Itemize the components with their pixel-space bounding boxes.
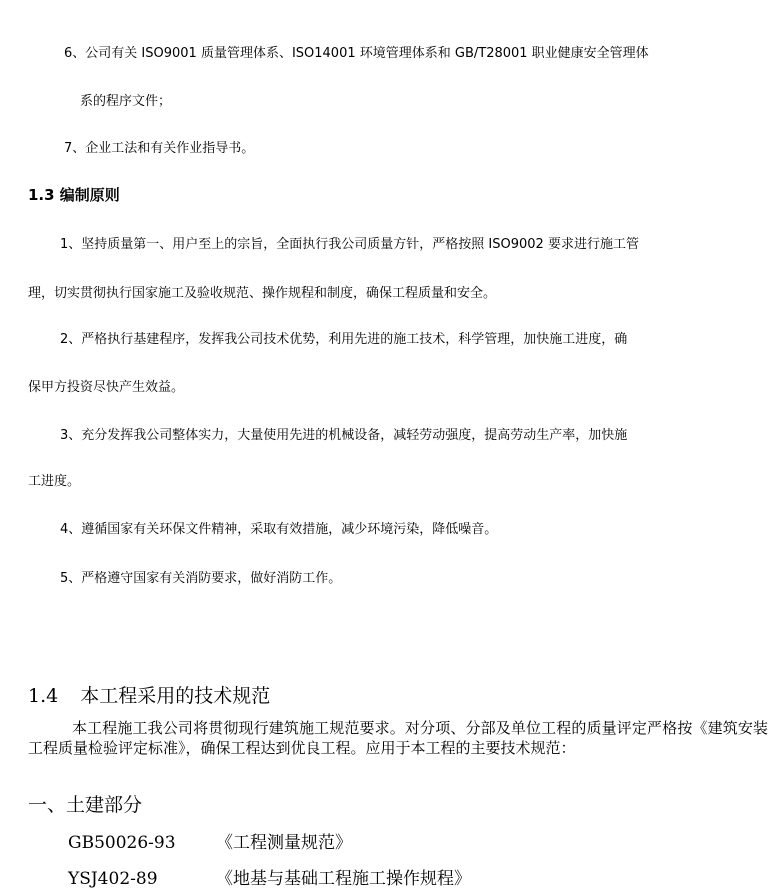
principle-3-line2: 工进度。 [28,474,81,489]
section-1-3-heading: 1.3 编制原则 [28,186,120,204]
standard-name: 《地基与基础工程施工操作规程》 [216,869,471,889]
section-1-4-heading [28,681,270,708]
basis-item-7: 7、企业工法和有关作业指导书。 [64,141,255,156]
principle-3-line1: 3、充分发挥我公司整体实力，大量使用先进的机械设备，减轻劳动强度，提高劳动生产率，加快施 [60,428,628,443]
standard-name: 《工程测量规范》 [216,833,352,853]
standard-code: GB50026-93 [68,833,176,853]
standard-item [68,864,471,889]
standard-item [68,828,352,853]
principle-1-line1: 1、坚持质量第一、用户至上的宗旨，全面执行我公司质量方针，严格按照 ISO9002 要求进行施工管 [60,237,639,252]
part-heading-civil: 一、土建部分 [28,794,143,816]
section-1-4-title: 本工程采用的技术规范 [80,685,271,707]
principle-2-line2: 保甲方投资尽快产生效益。 [28,380,185,395]
basis-item-6-line1: 6、公司有关 ISO9001 质量管理体系、ISO14001 环境管理体系和 GB/T28001 职业健康安全管理体 [64,46,649,61]
principle-2-line1: 2、严格执行基建程序，发挥我公司技术优势，利用先进的施工技术，科学管理，加快施工进度，确 [60,332,628,347]
principle-1-line2: 理，切实贯彻执行国家施工及验收规范、操作规程和制度，确保工程质量和安全。 [28,286,497,301]
principle-4: 4、遵循国家有关环保文件精神，采取有效措施，减少环境污染，降低噪音。 [60,522,498,537]
basis-item-6-line2: 系的程序文件； [80,94,172,109]
standard-code: YSJ402-89 [68,869,158,889]
principle-5: 5、严格遵守国家有关消防要求，做好消防工作。 [60,571,342,586]
section-1-4-number: 1.4 [28,685,59,707]
section-1-4-intro: 本工程施工我公司将贯彻现行建筑施工规范要求。对分项、分部及单位工程的质量评定严格按《建筑安装工程质量检验评定标准》，确保工程达到优良工程。应用于本工程的主要技术规范： [28,719,768,757]
